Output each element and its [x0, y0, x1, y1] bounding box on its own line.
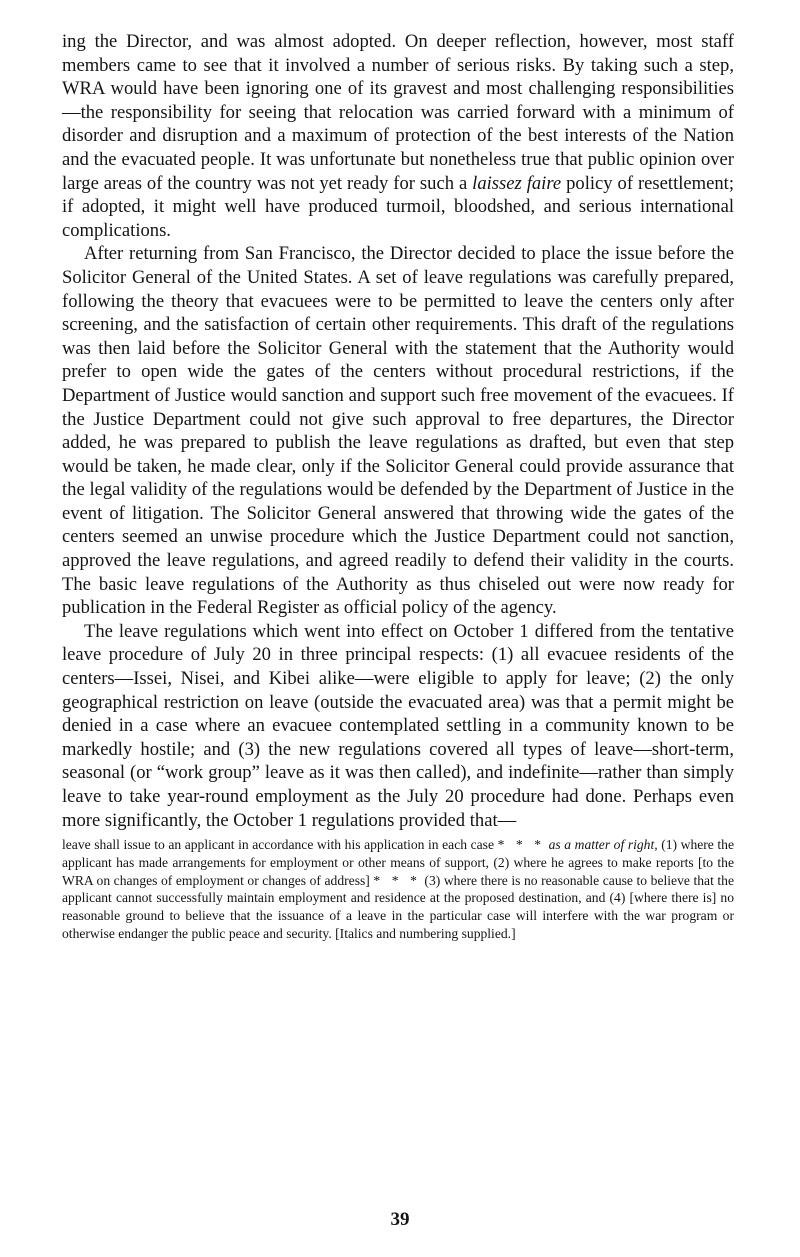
paragraph-1-end: policy of resettlement; if adopted, it might well have produced turmoil, bloodshed, and serious international complications.: [62, 172, 734, 241]
paragraph-solicitor-general: After returning from San Francisco, the Director decided to place the issue before the Solicitor General of the United States. A set of leave regulations was carefully prepared, following the theory that evacuees were to be permitted to leave the centers only after screening, and the satisfaction of certain other requirements. This draft of the regulations was then laid before the Solicitor General with the statement that the Authority would prefer to open wide the gates of the centers without procedural restrictions, if the Department of Justice would sanction and support such free movement of the evacuees. If the Justice Department could not give such approval to free departures, the Director added, he was prepared to publish the leave regulations as drafted, but even that step would be taken, he made clear, only if the Solicitor General could provide assurance that the legal validity of the regulations would be defended by the Department of Justice in the event of litigation. The Solicitor General answered that throwing wide the gates of the centers seemed an unwise procedure which the Justice Department could not sanction, approved the leave regulations, and agreed readily to defend their validity in the courts. The basic leave regulations of the Authority as thus chiseled out were now ready for publication in the Federal Register as official policy of the agency.: [62, 243, 734, 619]
quote-end: (3) where there is no reasonable cause to believe that the applicant cannot successfully maintain employment and residence at the proposed destination, and (4) [where there is] no reasonable ground to believe that the issuance of a leave in the particular case will interfere with the war program or otherwise endanger the public peace and security. [Italics and numbering supplied.]: [62, 872, 735, 941]
paragraph-1-text: ing the Director, and was almost adopted. On deeper reflection, however, most staff members came to see that it involved a number of serious risks. By taking such a step, WRA would have been ignoring one of its gravest and most challenging responsibilities—the responsibility for seeing that relocation was carried forward with a minimum of disorder and disruption and a maximum of protection of the best interests of the Nation and the evacuated people. It was unfortunate but nonetheless true that public opinion over large areas of the country was not yet ready for such a: [62, 31, 734, 194]
quote-start: leave shall issue to an applicant in accordance with his application in each case: [62, 837, 498, 853]
quote-italic: as a matter of right,: [545, 837, 658, 853]
paragraph-continuation: [62, 30, 734, 242]
laissez-faire-italic: laissez faire: [472, 172, 562, 194]
page-number: 39: [390, 1209, 410, 1230]
quote-middle: (1) where the applicant has made arrangements for employment or other means of support, (2) where he agrees to make reports [to the WRA on changes of employment or changes of address]: [62, 837, 734, 888]
quote-ellipsis-stars: * * *: [497, 837, 546, 853]
quote-ellipsis-stars-2: * * *: [373, 872, 421, 888]
paragraph-leave-regulations: The leave regulations which went into effect on October 1 differed from the tentative leave procedure of July 20 in three principal respects: (1) all evacuee residents of the centers—Issei, Nisei, and Kibei alike—were eligible to apply for leave; (2) the only geographical restriction on leave (outside the evacuated area) was that a permit might be denied in a case where an evacuee contemplated settling in a community known to be markedly hostile; and (3) the new regulations covered all types of leave—short-term, seasonal (or “work group” leave as it was then called), and indefinite—rather than simply leave to take year-round employment as the July 20 procedure had done. Perhaps even more significantly, the October 1 regulations provided that—: [62, 620, 734, 831]
block-quote: [62, 836, 734, 942]
document-page: [62, 30, 734, 942]
